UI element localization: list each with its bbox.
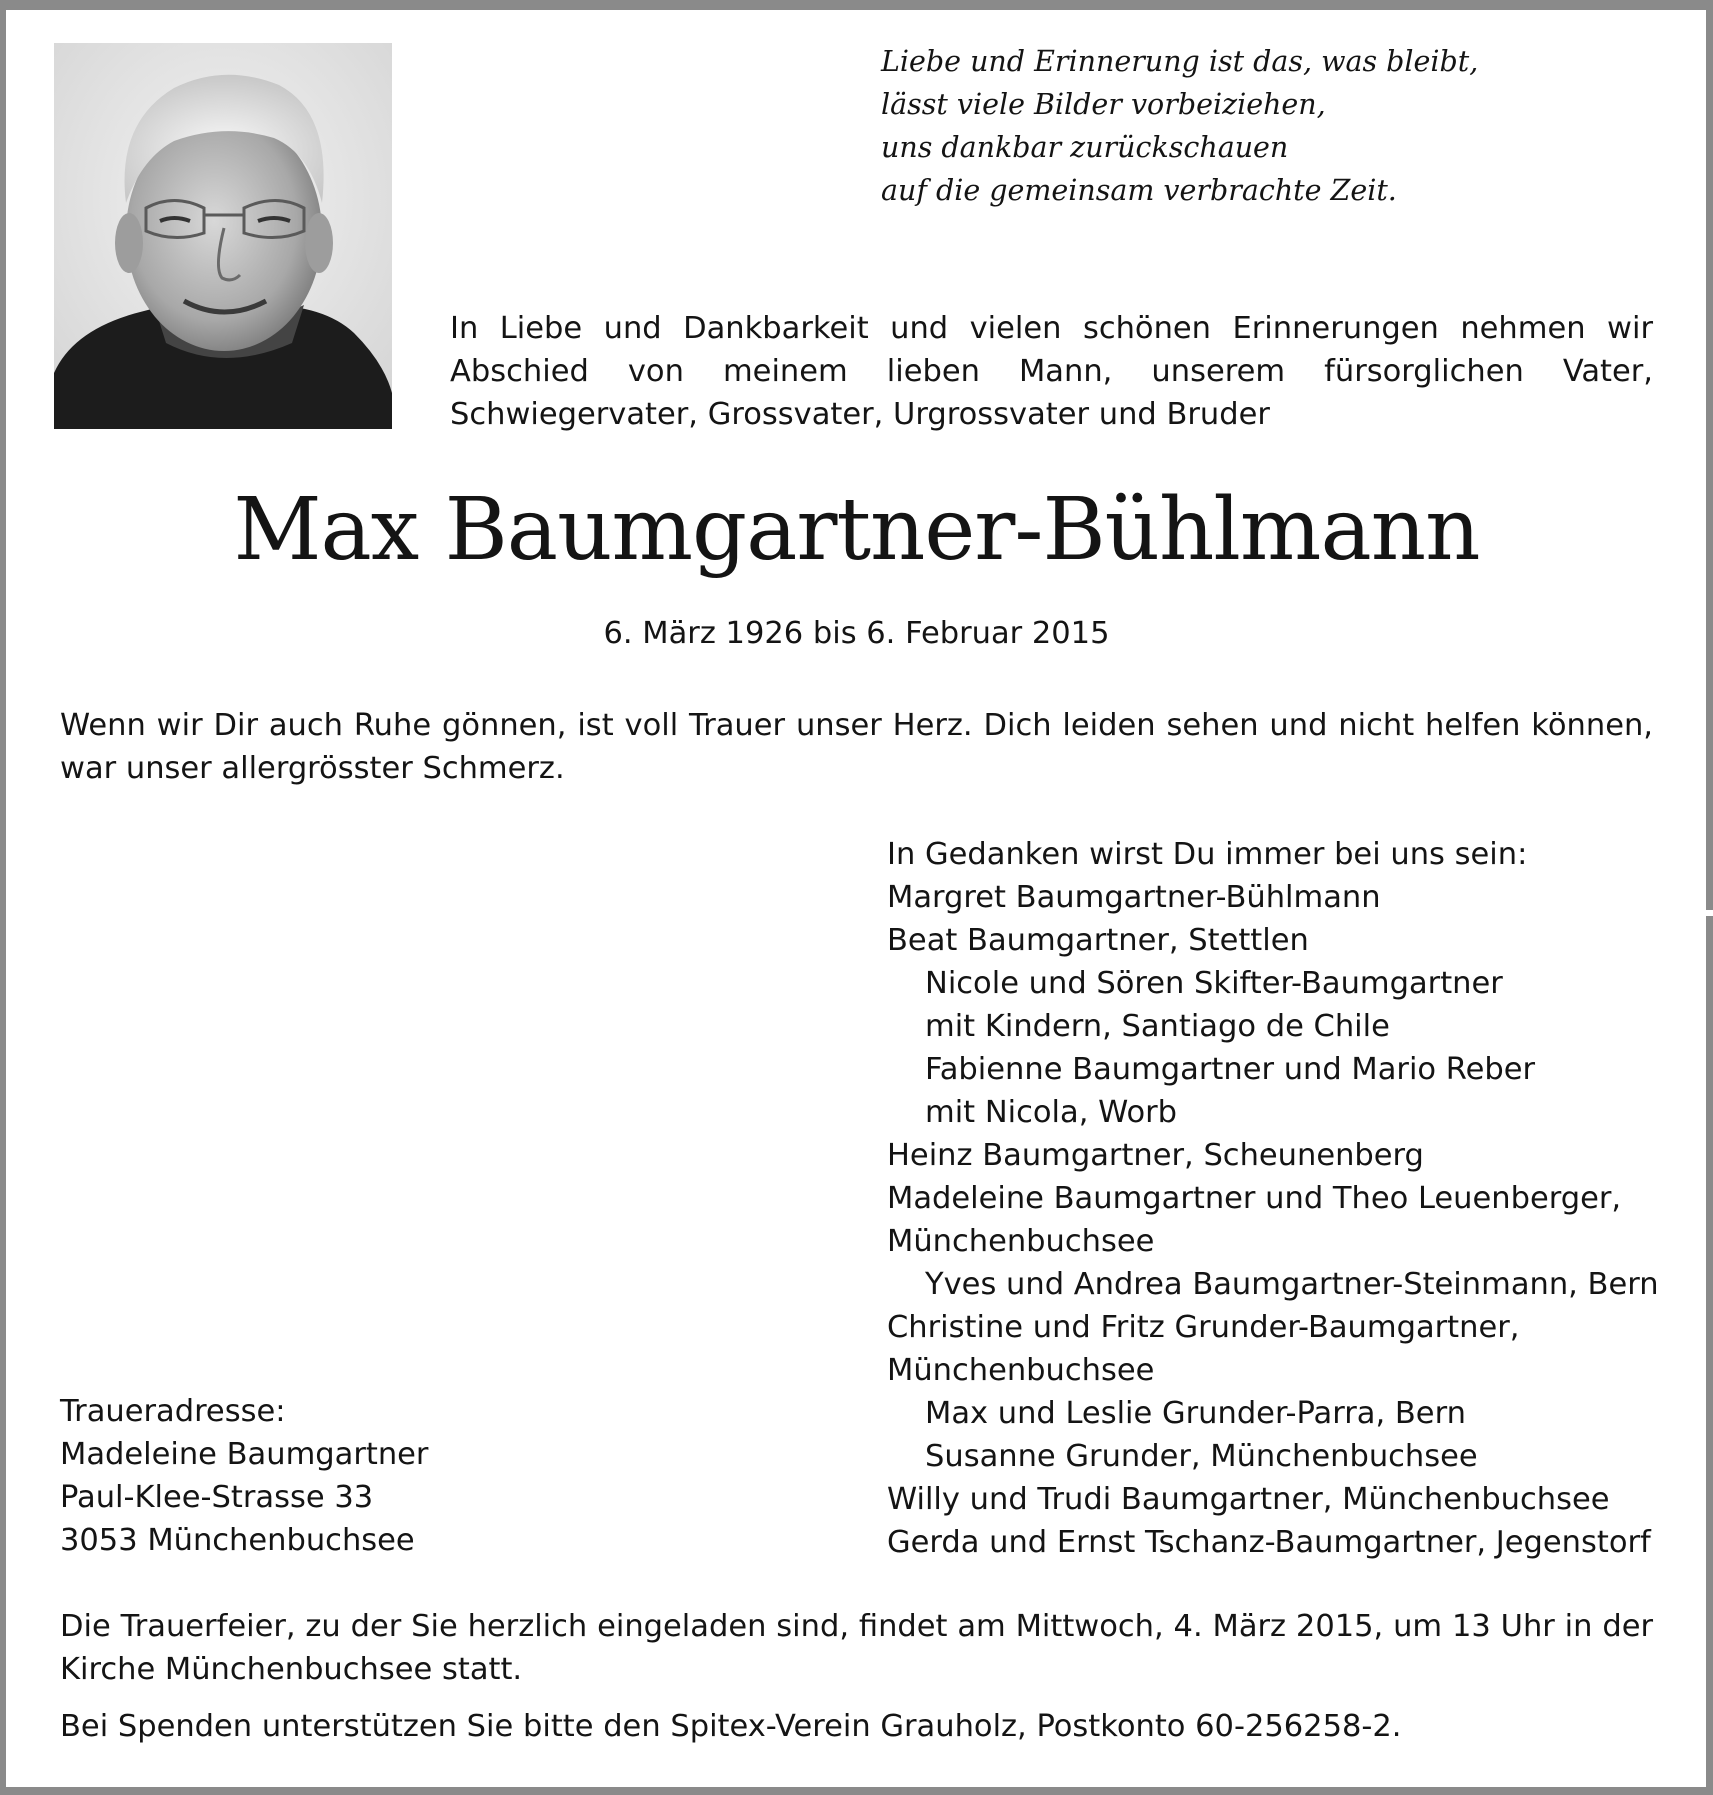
mourning-address	[60, 1390, 428, 1562]
mourner-line: Gerda und Ernst Tschanz-Baumgartner, Jegenstorf	[887, 1525, 1651, 1560]
motto-poem	[881, 40, 1478, 212]
mourners-list	[887, 833, 1659, 1564]
mourner-line: Willy und Trudi Baumgartner, Münchenbuchsee	[887, 1482, 1610, 1517]
life-dates: 6. März 1926 bis 6. Februar 2015	[603, 616, 1110, 651]
motto-line: lässt viele Bilder vorbeiziehen,	[881, 88, 1326, 121]
donation-notice: Bei Spenden unterstützen Sie bitte den Spitex-Verein Grauholz, Postkonto 60-256258-2.	[60, 1709, 1402, 1744]
verse-paragraph: Wenn wir Dir auch Ruhe gönnen, ist voll Trauer unser Herz. Dich leiden sehen und nicht helfen können, war unser allergrösster Schmerz.	[60, 708, 1653, 786]
address-street: Paul-Klee-Strasse 33	[60, 1480, 374, 1515]
mourner-line: Münchenbuchsee	[887, 1353, 1155, 1388]
motto-line: auf die gemeinsam verbrachte Zeit.	[881, 174, 1397, 207]
portrait-photo	[54, 43, 392, 429]
mourners-heading: In Gedanken wirst Du immer bei uns sein:	[887, 837, 1528, 872]
mourner-line: Christine und Fritz Grunder-Baumgartner,	[887, 1310, 1520, 1345]
scrollbar-thumb[interactable]	[1700, 910, 1713, 916]
mourner-line: mit Kindern, Santiago de Chile	[925, 1009, 1390, 1044]
intro-paragraph: In Liebe und Dankbarkeit und vielen schönen Erinnerungen nehmen wir Abschied von meinem lieben Mann, unserem fürsorglichen Vater, Schwiegervater, Grossvater, Urgrossvater und Bruder	[450, 311, 1653, 432]
mourner-line: Fabienne Baumgartner und Mario Reber	[925, 1052, 1536, 1087]
motto-line: uns dankbar zurückschauen	[881, 131, 1289, 164]
address-city: 3053 Münchenbuchsee	[60, 1523, 415, 1558]
deceased-name: Max Baumgartner-Bühlmann	[233, 480, 1480, 580]
mourner-line: Heinz Baumgartner, Scheunenberg	[887, 1138, 1424, 1173]
ceremony-notice: Die Trauerfeier, zu der Sie herzlich eingeladen sind, findet am Mittwoch, 4. März 2015, um 13 Uhr in der Kirche Münchenbuchsee statt.	[60, 1609, 1653, 1687]
mourner-line: Madeleine Baumgartner und Theo Leuenberger,	[887, 1181, 1622, 1216]
mourner-line: Margret Baumgartner-Bühlmann	[887, 880, 1381, 915]
mourner-line: Münchenbuchsee	[887, 1224, 1155, 1259]
mourner-line: Nicole und Sören Skifter-Baumgartner	[925, 966, 1503, 1001]
mourner-line: Max und Leslie Grunder-Parra, Bern	[925, 1396, 1466, 1431]
mourner-line: Beat Baumgartner, Stettlen	[887, 923, 1309, 958]
address-label: Traueradresse:	[60, 1394, 286, 1429]
motto-line: Liebe und Erinnerung ist das, was bleibt,	[881, 45, 1479, 78]
mourner-line: Susanne Grunder, Münchenbuchsee	[925, 1439, 1478, 1474]
address-name: Madeleine Baumgartner	[60, 1437, 429, 1472]
mourner-line: mit Nicola, Worb	[925, 1095, 1178, 1130]
mourner-line: Yves und Andrea Baumgartner-Steinmann, Bern	[925, 1267, 1659, 1302]
